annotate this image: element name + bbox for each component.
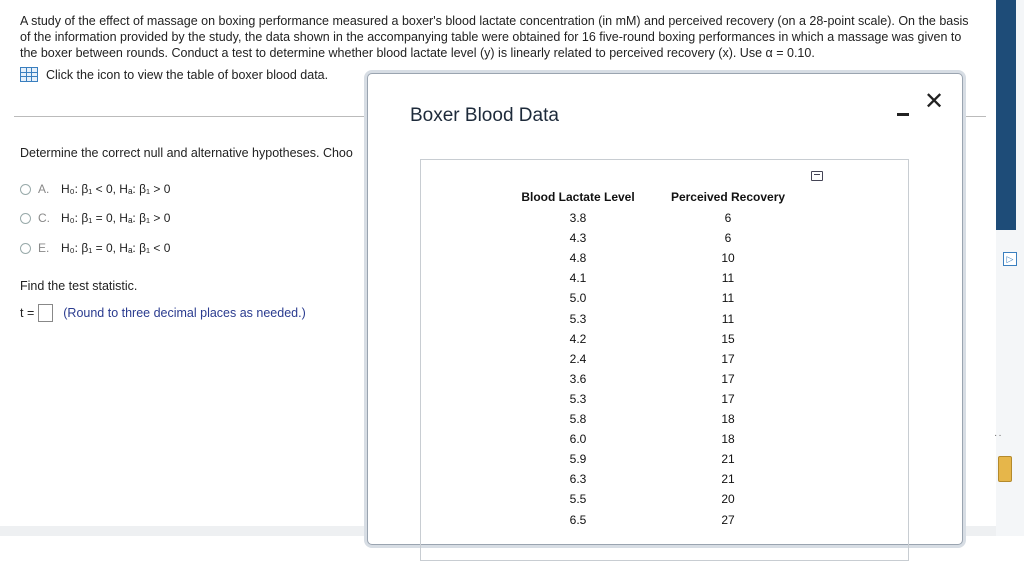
blood-lactate-cell: 5.3: [569, 312, 587, 326]
perceived-recovery-cell: 6: [724, 231, 732, 245]
more-dots-icon: ··: [994, 430, 1003, 441]
blood-lactate-cell: 6.0: [569, 432, 587, 446]
play-icon[interactable]: ▷: [1003, 252, 1017, 266]
copy-icon[interactable]: [811, 171, 823, 181]
problem-statement: A study of the effect of massage on boxing performance measured a boxer's blood lactate concentration (in mM) and perceived recovery (on a 28-point scale). On the basis of the information provided by the study, the data shown in the accompanying table were obtained for 16 five-round boxing performances in which a massage was given to the boxer between rounds. Conduct a test to determine whether blood lactate level (y) is linearly related to perceived recovery (x). Use α = 0.10.: [20, 14, 969, 60]
option-e[interactable]: [20, 241, 170, 255]
t-statistic-input[interactable]: [38, 304, 53, 322]
option-c-text: H₀: β₁ = 0, Hₐ: β₁ > 0: [61, 211, 171, 225]
option-e-letter: E.: [38, 241, 50, 255]
header-blood-lactate: Blood Lactate Level: [521, 190, 635, 204]
perceived-recovery-cell: 17: [721, 372, 735, 386]
side-action-button[interactable]: [998, 456, 1012, 482]
perceived-recovery-cell: 17: [721, 352, 735, 366]
blood-lactate-cell: 4.8: [569, 251, 587, 265]
blood-lactate-cell: 3.6: [569, 372, 587, 386]
perceived-recovery-cell: 18: [721, 412, 735, 426]
option-a-radio[interactable]: [20, 184, 31, 195]
perceived-recovery-cell: 21: [721, 472, 735, 486]
perceived-recovery-cell: 27: [721, 513, 735, 527]
option-a[interactable]: [20, 182, 170, 196]
option-e-text: H₀: β₁ = 0, Hₐ: β₁ < 0: [61, 241, 171, 255]
option-e-radio[interactable]: [20, 243, 31, 254]
perceived-recovery-cell: 20: [721, 492, 735, 506]
perceived-recovery-cell: 17: [721, 392, 735, 406]
blood-lactate-cell: 4.2: [569, 332, 587, 346]
table-grid-icon[interactable]: [20, 67, 38, 82]
option-c-radio[interactable]: [20, 213, 31, 224]
boxer-blood-data-dialog: [367, 73, 963, 545]
data-table-frame: [420, 159, 909, 561]
option-a-text: H₀: β₁ < 0, Hₐ: β₁ > 0: [61, 182, 171, 196]
rounding-hint: (Round to three decimal places as needed.): [63, 306, 306, 320]
blood-lactate-cell: 5.5: [569, 492, 587, 506]
close-icon[interactable]: ✕: [924, 88, 945, 115]
perceived-recovery-cell: 11: [721, 312, 735, 326]
blood-lactate-cell: 6.3: [569, 472, 587, 486]
blood-lactate-cell: 4.1: [569, 271, 587, 285]
view-table-link[interactable]: [20, 67, 328, 82]
blood-lactate-cell: 5.0: [569, 291, 587, 305]
perceived-recovery-cell: 18: [721, 432, 735, 446]
hypotheses-question: Determine the correct null and alternative hypotheses. Choo: [20, 146, 353, 160]
blood-lactate-cell: 4.3: [569, 231, 587, 245]
blood-lactate-cell: 2.4: [569, 352, 587, 366]
blood-lactate-cell: 6.5: [569, 513, 587, 527]
option-a-letter: A.: [38, 182, 50, 196]
header-perceived-recovery: Perceived Recovery: [670, 190, 786, 204]
test-statistic-question: Find the test statistic.: [20, 279, 138, 293]
blood-lactate-cell: 5.8: [569, 412, 587, 426]
dialog-title: Boxer Blood Data: [410, 105, 559, 126]
perceived-recovery-cell: 21: [721, 452, 735, 466]
perceived-recovery-cell: 6: [724, 211, 732, 225]
perceived-recovery-cell: 15: [721, 332, 735, 346]
perceived-recovery-cell: 10: [721, 251, 735, 265]
perceived-recovery-cell: 11: [721, 291, 735, 305]
view-table-label[interactable]: Click the icon to view the table of boxer blood data.: [46, 67, 329, 82]
blood-lactate-cell: 5.3: [569, 392, 587, 406]
answer-row: [20, 304, 306, 322]
minimize-icon[interactable]: [896, 102, 910, 118]
perceived-recovery-cell: 11: [721, 271, 735, 285]
option-c[interactable]: [20, 211, 170, 225]
blood-lactate-cell: 5.9: [569, 452, 587, 466]
right-side-header-bar: [996, 0, 1016, 230]
option-c-letter: C.: [38, 211, 50, 225]
answer-prefix: t =: [20, 306, 35, 320]
blood-lactate-cell: 3.8: [569, 211, 587, 225]
